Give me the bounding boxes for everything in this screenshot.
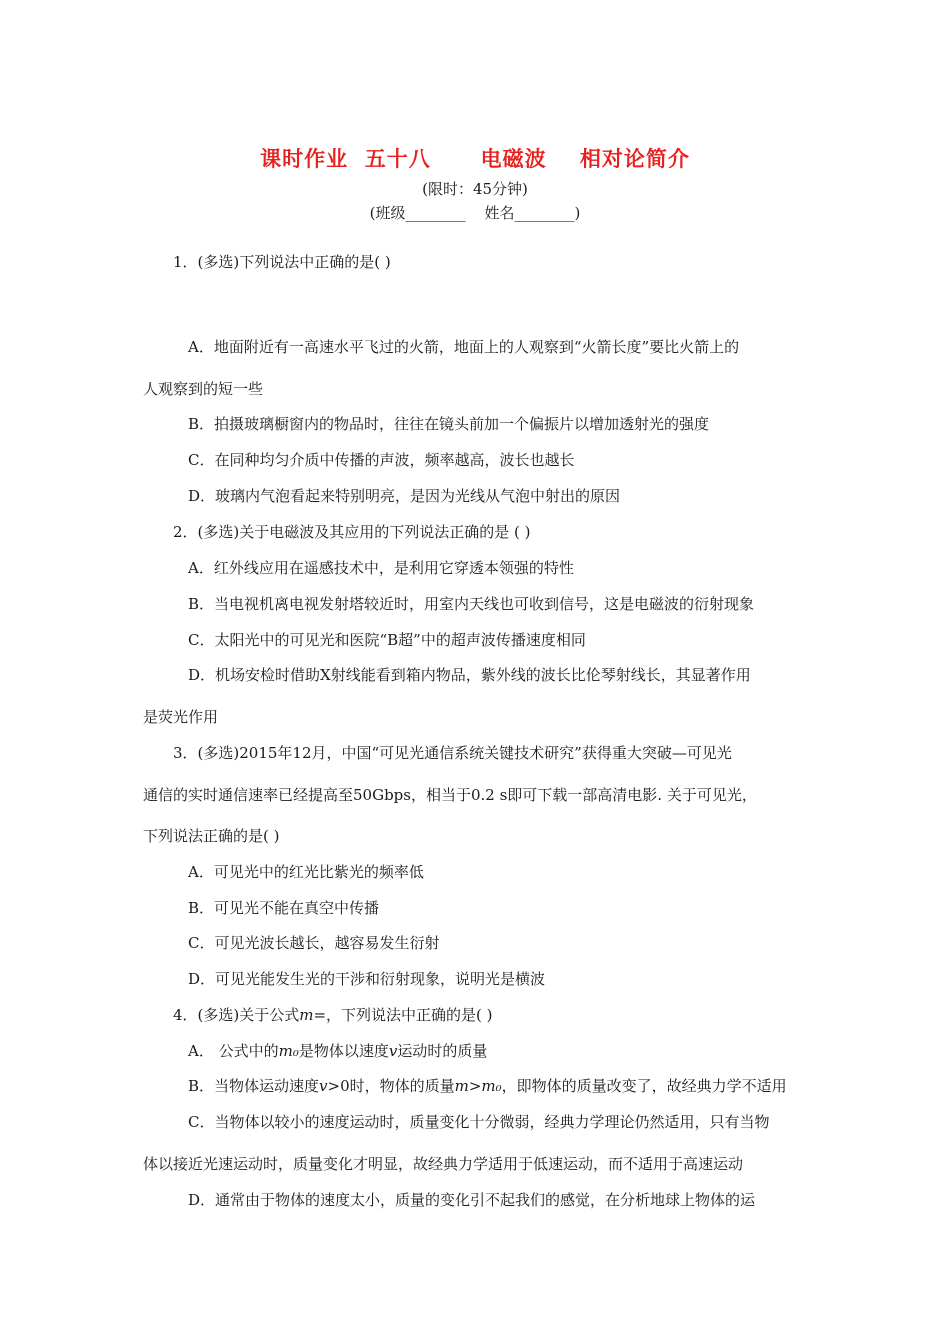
question-1-option-a: A．地面附近有一高速水平飞过的火箭，地面上的人观察到“火箭长度”要比火箭上的 xyxy=(188,338,740,356)
question-1-option-c: C．在同种均匀介质中传播的声波，频率越高，波长也越长 xyxy=(188,451,575,469)
variable-m0: m₀ xyxy=(278,1042,299,1060)
question-2-stem: 2．(多选)关于电磁波及其应用的下列说法正确的是 ( ) xyxy=(173,523,531,541)
time-limit: (限时：45分钟) xyxy=(422,180,528,198)
question-3-stem-cont-1: 通信的实时通信速率已经提高至50Gbps，相当于0.2 s即可下载一部高清电影. 关于可见光， xyxy=(143,786,757,804)
option-a-pre: A． 公式中的 xyxy=(188,1042,279,1060)
question-1-option-b: B．拍摄玻璃橱窗内的物品时，往往在镜头前加一个偏振片以增加透射光的强度 xyxy=(188,415,710,433)
variable-v: v xyxy=(319,1077,328,1095)
question-3-option-d: D．可见光能发生光的干涉和衍射现象，说明光是横波 xyxy=(188,970,546,988)
question-3-option-b: B．可见光不能在真空中传播 xyxy=(188,899,380,917)
question-3-option-a: A．可见光中的红光比紫光的频率低 xyxy=(188,863,424,881)
question-3-stem-cont-2: 下列说法正确的是( ) xyxy=(143,827,280,845)
question-1-stem: 1．(多选)下列说法中正确的是( ) xyxy=(173,253,391,271)
question-4-stem-pre: 4．(多选)关于公式 xyxy=(173,1006,300,1024)
question-4-option-c: C．当物体以较小的速度运动时，质量变化十分微弱，经典力学理论仍然适用，只有当物 xyxy=(188,1113,770,1131)
option-b-pre: B．当物体运动速度 xyxy=(188,1077,320,1095)
question-4-option-b xyxy=(188,1076,787,1096)
question-4-option-d: D．通常由于物体的速度太小，质量的变化引不起我们的感觉，在分析地球上物体的运 xyxy=(188,1191,756,1209)
question-4-option-c-cont: 体以接近光速运动时，质量变化才明显，故经典力学适用于低速运动，而不适用于高速运动 xyxy=(143,1155,744,1173)
question-4-stem-post: =，下列说法中正确的是( ) xyxy=(313,1006,493,1024)
question-1-option-d: D．玻璃内气泡看起来特别明亮，是因为光线从气泡中射出的原因 xyxy=(188,487,621,505)
question-2-option-b: B．当电视机离电视发射塔较近时，用室内天线也可收到信号，这是电磁波的衍射现象 xyxy=(188,595,755,613)
question-4-stem xyxy=(173,1005,493,1025)
question-2-option-c: C．太阳光中的可见光和医院“B超”中的超声波传播速度相同 xyxy=(188,631,586,649)
page-title: 课时作业 五十八 电磁波 相对论简介 xyxy=(260,147,690,171)
option-a-post: 运动时的质量 xyxy=(397,1042,488,1060)
question-2-option-d: D．机场安检时借助X射线能看到箱内物品，紫外线的波长比伦琴射线长，其显著作用 xyxy=(188,666,751,684)
question-2-option-a: A．红外线应用在遥感技术中，是利用它穿透本领强的特性 xyxy=(188,559,574,577)
formula-variable-m: m xyxy=(299,1006,314,1024)
question-3-stem: 3．(多选)2015年12月，中国“可见光通信系统关键技术研究”获得重大突破—可见光 xyxy=(173,744,732,762)
question-1-option-a-cont: 人观察到的短一些 xyxy=(143,380,264,398)
variable-m-gt-m0: m>m₀ xyxy=(454,1077,502,1095)
option-b-post: ，即物体的质量改变了，故经典力学不适用 xyxy=(501,1077,787,1095)
option-a-mid: 是物体以速度 xyxy=(298,1042,389,1060)
question-2-option-d-cont: 是荧光作用 xyxy=(143,708,219,726)
question-3-option-c: C．可见光波长越长，越容易发生衍射 xyxy=(188,934,440,952)
class-name-line: (班级________ 姓名________) xyxy=(369,204,581,222)
question-4-option-a xyxy=(188,1041,487,1061)
variable-v: v xyxy=(388,1042,398,1060)
option-b-mid: >0时，物体的质量 xyxy=(327,1077,455,1095)
